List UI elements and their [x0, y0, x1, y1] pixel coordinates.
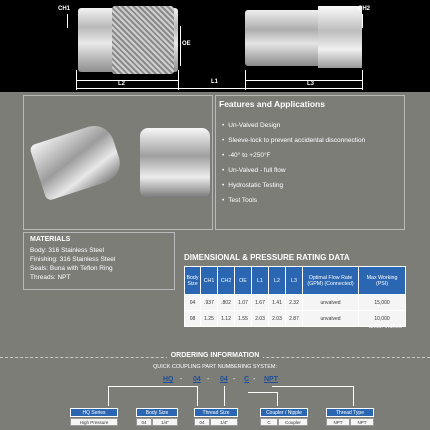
table-header: L2 — [269, 267, 286, 295]
materials-line: Body: 316 Stainless Steel — [30, 247, 105, 254]
l1-dimension-line — [76, 88, 362, 89]
features-title: Features and Applications — [219, 99, 325, 109]
l1-label: L1 — [211, 79, 219, 85]
list-item: • Hydrostatic Testing — [222, 182, 284, 189]
l2-tick-right — [178, 70, 179, 90]
materials-list — [30, 246, 115, 282]
l2-dimension-line — [76, 80, 178, 81]
table-header-row — [185, 267, 406, 295]
l3-label: L3 — [307, 81, 315, 87]
table-header: CH2 — [218, 267, 235, 295]
part-number-body-size: 04 — [193, 376, 201, 383]
group-header-thread-size: Thread Size — [194, 408, 238, 417]
l3-tick-right — [362, 70, 363, 90]
spec-table-title: DIMENSIONAL & PRESSURE RATING DATA — [184, 253, 350, 262]
table-row: 08 1.25 1.12 1.55 2.03 2.03 2.87 unvalved 10,000 — [185, 311, 406, 327]
part-number-dash: - — [253, 376, 256, 383]
units-note: units: inches — [368, 324, 402, 330]
group-row: 1/4" — [210, 418, 238, 426]
features-list — [222, 120, 365, 210]
group-row: 04 — [136, 418, 152, 426]
part-number-series: HQ — [163, 376, 174, 383]
table-header: L3 — [286, 267, 303, 295]
nipple-hex — [318, 6, 362, 68]
ch1-leader — [67, 14, 68, 28]
part-number-thread-type: NPT — [264, 376, 278, 383]
ch2-label: CH2 — [358, 6, 371, 12]
nipple-photo — [140, 128, 210, 198]
oe-dimension-line — [180, 26, 181, 66]
part-number-dash: - — [207, 376, 210, 383]
oe-label: OE — [182, 41, 191, 47]
materials-title: MATERIALS — [30, 236, 71, 243]
group-header-thread-type: Thread Type — [326, 408, 374, 417]
materials-line: Seals: Buna with Teflon Ring — [30, 265, 113, 272]
part-number-dash: - — [233, 376, 236, 383]
ordering-subtitle: QUICK COUPLING PART NUMBERING SYSTEM: — [152, 364, 278, 370]
materials-line: Threads: NPT — [30, 274, 71, 281]
ch2-leader — [362, 14, 363, 28]
l3-dimension-line — [245, 80, 362, 81]
thread-size-connector — [224, 386, 225, 406]
group-row: NPT — [350, 418, 374, 426]
spec-table — [184, 266, 406, 327]
group-row: Coupler — [278, 418, 308, 426]
table-header: OE — [235, 267, 252, 295]
table-row: 04 .937 .802 1.07 1.67 1.41 2.32 unvalved 15,000 — [185, 295, 406, 311]
table-header: Optimal Flow Rate (GPM) (Connected) — [303, 267, 359, 295]
group-row: 1/4" — [152, 418, 178, 426]
group-row: NPT — [326, 418, 350, 426]
group-header-body-size: Body Size — [136, 408, 178, 417]
table-header: L1 — [252, 267, 269, 295]
thread-type-connector — [272, 386, 354, 406]
ch1-label: CH1 — [58, 6, 71, 12]
group-row: C — [260, 418, 278, 426]
ordering-title: ORDERING INFORMATION — [0, 352, 430, 359]
coupler-sleeve-knurl — [112, 6, 174, 74]
group-header-series: HQ Series — [70, 408, 118, 417]
part-number-dash: - — [180, 376, 183, 383]
table-header: Body Size — [185, 267, 201, 295]
list-item: • -40° to +250°F — [222, 152, 271, 159]
list-item: • Un-Valved Design — [222, 122, 281, 129]
group-row: 04 — [194, 418, 210, 426]
l2-label: L2 — [118, 81, 126, 87]
part-number-type: C — [244, 376, 250, 383]
group-row: High Pressure — [70, 418, 118, 426]
table-header: CH1 — [201, 267, 218, 295]
list-item: • Sleeve-lock to prevent accidental disconnection — [222, 137, 366, 144]
list-item: • Un-Valved - full flow — [222, 167, 286, 174]
materials-line: Finishing: 316 Stainless Steel — [30, 256, 116, 263]
group-header-coupler-nipple: Coupler / Nipple — [260, 408, 308, 417]
table-header: Max Working (PSI) — [359, 267, 406, 295]
list-item: • Test Tools — [222, 197, 258, 204]
part-number-thread-size: 04 — [220, 376, 228, 383]
body-size-connector — [158, 386, 198, 406]
